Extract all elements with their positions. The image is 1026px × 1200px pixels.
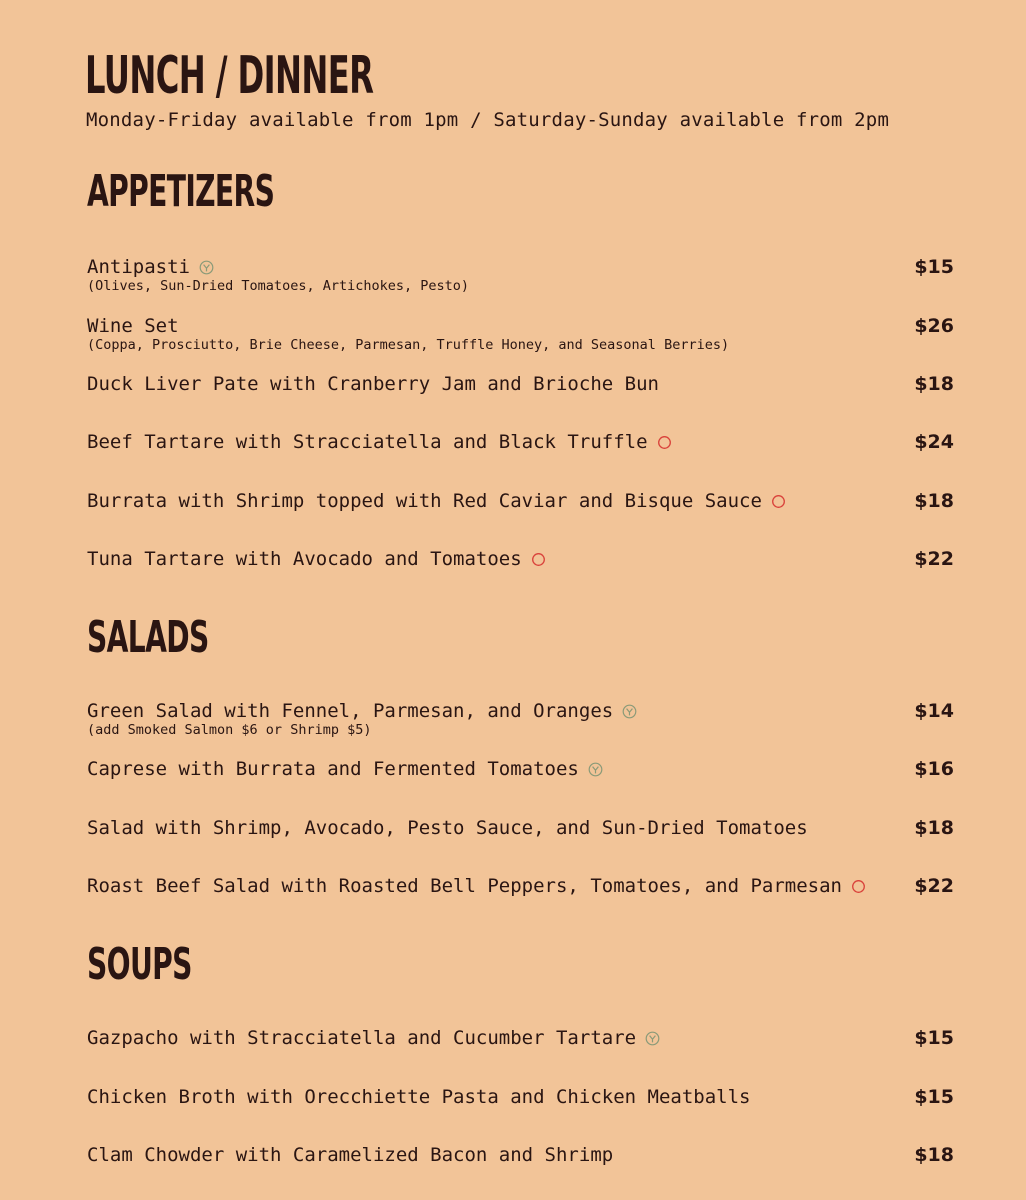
item-name: Burrata with Shrimp topped with Red Caviar and Bisque Sauce (87, 490, 762, 512)
menu-item-clam-chowder (87, 1144, 954, 1166)
item-name: Salad with Shrimp, Avocado, Pesto Sauce, and Sun-Dried Tomatoes (87, 817, 808, 839)
item-name: Duck Liver Pate with Cranberry Jam and Brioche Bun (87, 373, 659, 395)
menu-item-green-salad (87, 700, 954, 738)
menu-item-wine-set (87, 315, 954, 353)
item-name: Beef Tartare with Stracciatella and Black Truffle (87, 431, 648, 453)
item-price: $18 (914, 373, 954, 395)
menu-item-gazpacho (87, 1027, 954, 1049)
item-name: Gazpacho with Stracciatella and Cucumber Tartare (87, 1027, 637, 1049)
item-name: Antipasti (87, 256, 190, 278)
item-price: $15 (914, 1086, 954, 1108)
vegetarian-icon (588, 762, 603, 777)
item-price: $18 (914, 1144, 954, 1166)
menu-item-beef-tartare (87, 431, 954, 453)
item-price: $16 (914, 758, 954, 780)
vegetarian-icon (645, 1031, 660, 1046)
hours-note: Monday-Friday available from 1pm / Saturday-Sunday available from 2pm (86, 109, 890, 131)
item-name: Tuna Tartare with Avocado and Tomatoes (87, 548, 522, 570)
section-heading-salads: SALADS (87, 612, 209, 663)
menu-item-antipasti (87, 256, 954, 294)
section-heading-appetizers: APPETIZERS (87, 166, 275, 217)
item-description: (add Smoked Salmon $6 or Shrimp $5) (87, 722, 372, 738)
item-name: Clam Chowder with Caramelized Bacon and Shrimp (87, 1144, 614, 1166)
item-price: $15 (914, 256, 954, 278)
menu-item-shrimp-salad (87, 817, 954, 839)
item-price: $18 (914, 490, 954, 512)
item-price: $22 (914, 548, 954, 570)
menu-item-roast-beef-salad (87, 875, 954, 897)
item-description: (Olives, Sun-Dried Tomatoes, Artichokes, Pesto) (87, 278, 470, 294)
menu-item-duck-liver-pate (87, 373, 954, 395)
item-name: Caprese with Burrata and Fermented Tomatoes (87, 758, 579, 780)
menu-item-burrata-shrimp (87, 490, 954, 512)
menu-item-chicken-broth (87, 1086, 954, 1108)
menu-item-caprese (87, 758, 954, 780)
item-price: $15 (914, 1027, 954, 1049)
vegetarian-icon (199, 260, 214, 275)
item-price: $22 (914, 875, 954, 897)
item-name: Roast Beef Salad with Roasted Bell Peppers, Tomatoes, and Parmesan (87, 875, 842, 897)
item-price: $14 (914, 700, 954, 722)
item-name: Green Salad with Fennel, Parmesan, and Oranges (87, 700, 614, 722)
item-name: Chicken Broth with Orecchiette Pasta and Chicken Meatballs (87, 1086, 751, 1108)
vegetarian-icon (622, 704, 637, 719)
item-price: $24 (914, 431, 954, 453)
item-price: $26 (914, 315, 954, 337)
item-name: Wine Set (87, 315, 179, 337)
circle-icon (657, 435, 672, 450)
circle-icon (771, 494, 786, 509)
item-description: (Coppa, Prosciutto, Brie Cheese, Parmesan, Truffle Honey, and Seasonal Berries) (87, 337, 730, 353)
section-heading-soups: SOUPS (87, 939, 192, 990)
menu-item-tuna-tartare (87, 548, 954, 570)
item-price: $18 (914, 817, 954, 839)
circle-icon (531, 552, 546, 567)
page-title: LUNCH / DINNER (85, 46, 374, 106)
circle-icon (851, 879, 866, 894)
